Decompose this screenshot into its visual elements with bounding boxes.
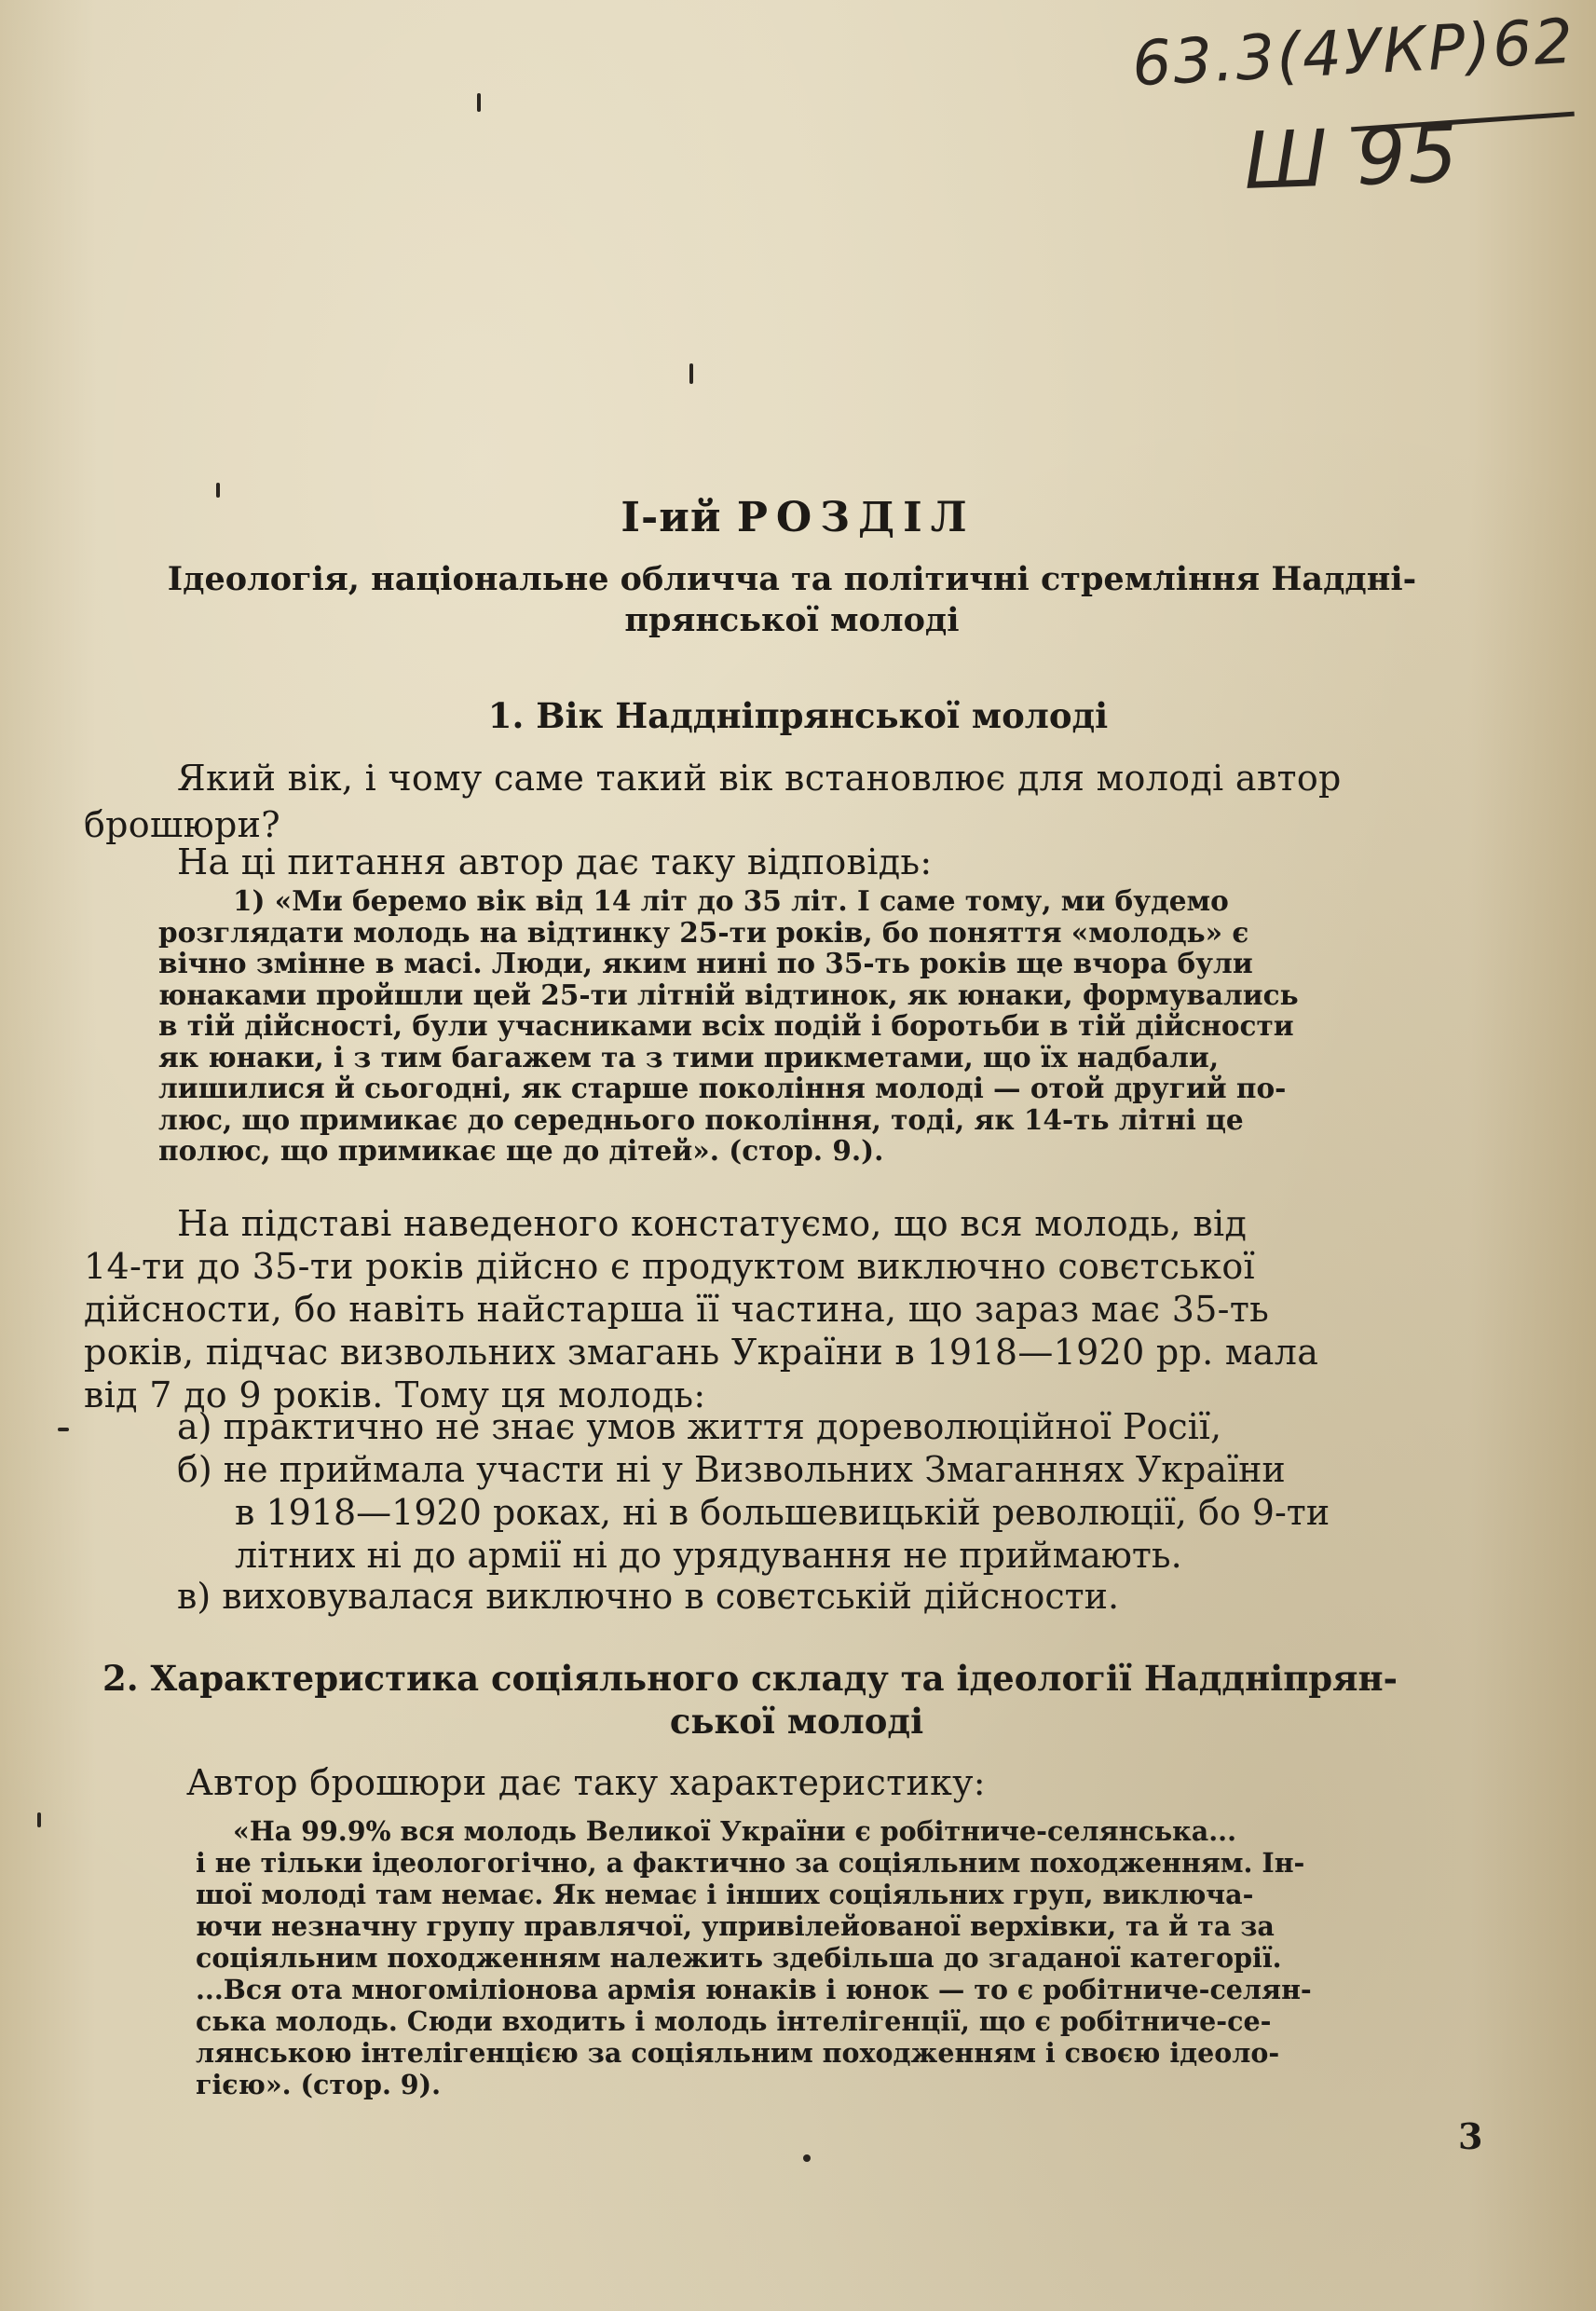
list-item-line: а) практично не знає умов життя дореволюційної Росії, [177, 1406, 1222, 1447]
quote-line: як юнаки, і з тим багажем та з тими прикметами, що їх надбали, [158, 1040, 1220, 1073]
quote-line: люс, що примикає до середнього покоління, тоді, як 14-ть літні це [158, 1102, 1244, 1136]
quote-line: лянською інтелігенцією за соціяльним походженням і своєю ідеоло- [196, 2037, 1280, 2069]
ink-speck [689, 363, 693, 384]
chapter-title [0, 494, 1596, 541]
quote-line: юнаками пройшли цей 25-ти літній відтинок, як юнаки, формувались [158, 978, 1299, 1011]
ink-speck [58, 1428, 69, 1431]
handwritten-cutter-number: Ш 95 [1242, 107, 1462, 208]
paragraph-line: років, підчас визвольних змагань України в 1918—1920 рр. мала [84, 1332, 1319, 1373]
section-2-intro: Автор брошюри дає таку характеристику: [186, 1762, 986, 1803]
quote-line: лишилися й сьогодні, як старше покоління молоді — отой другий по- [158, 1072, 1287, 1104]
section-2-quote [196, 1815, 1481, 2100]
list-item [177, 1405, 1477, 1448]
section-1-intro-line: брошюри? [84, 804, 280, 845]
ink-speck [803, 2154, 811, 2162]
list-item-line: б) не приймала участи ні у Визвольних Змаганнях України [177, 1449, 1286, 1490]
ink-speck [37, 1812, 41, 1827]
ink-speck [477, 93, 481, 112]
section-2-heading-line: ської молоді [669, 1701, 924, 1742]
section-1-heading: 1. Вік Наддніпрянської молоді [487, 695, 1109, 736]
section-1-intro-line: Який вік, і чому саме такий вік встановлює для молоді автор [177, 758, 1342, 799]
paragraph-line: На підставі наведеного констатуємо, що вся молодь, від [177, 1203, 1248, 1244]
list-item-line: в 1918—1920 роках, ні в большевицькій революції, бо 9-ти [235, 1492, 1330, 1533]
quote-line: в тій дійсності, були учасниками всіх подій і боротьби в тій дійсности [158, 1009, 1294, 1042]
paragraph-line: 14-ти до 35-ти років дійсно є продуктом виключно совєтської [84, 1246, 1255, 1287]
quote-line: «На 99.9% вся молодь Великої України є робітниче-селянська... [233, 1815, 1236, 1847]
section-1-quote [158, 885, 1472, 1167]
main-heading-line: Ідеологія, національне обличча та політичні стремління Наддні- [167, 560, 1417, 598]
handwritten-call-number: 63.3(4УКР)62 [1130, 5, 1577, 101]
quote-line: гією». (стор. 9). [196, 2069, 442, 2100]
quote-line: ська молодь. Сюди входить і молодь інтелігенції, що є робітниче-се- [196, 2005, 1272, 2037]
section-2-heading-line: 2. Характеристика соціяльного складу та ідеології Наддніпрян- [102, 1658, 1398, 1699]
quote-line: і не тільки ідеологогічно, а фактично за соціяльним походженням. Ін- [196, 1847, 1305, 1879]
main-heading [75, 559, 1509, 641]
section-1-conclusion [84, 1202, 1477, 1416]
quote-line: соціяльним походженням належить здебільша до згаданої категорії. [196, 1942, 1282, 1974]
paragraph-line: від 7 до 9 років. Тому ця молодь: [84, 1374, 706, 1415]
chapter-prefix: І-ий [621, 494, 722, 541]
quote-line: шої молоді там немає. Як немає і інших соціяльних груп, виключа- [196, 1879, 1254, 1910]
quote-line: розглядати молодь на відтинку 25-ти років, бо поняття «молодь» є [158, 915, 1249, 949]
main-heading-line: прянської молоді [624, 601, 960, 639]
list-item-line: в) виховувалася виключно в совєтській дійсности. [177, 1576, 1120, 1617]
quote-line: полюс, що примикає ще до дітей». (стор. 9.). [158, 1134, 884, 1167]
page-number: 3 [1458, 2115, 1483, 2157]
chapter-word: РОЗДІЛ [736, 494, 975, 541]
quote-line: ючи незначну групу правлячої, упривілейованої верхівки, та й та за [196, 1910, 1275, 1942]
quote-line: 1) «Ми беремо вік від 14 літ до 35 літ. І саме тому, ми будемо [233, 884, 1229, 917]
list-item-line: літних ні до армії ні до урядування не приймають. [235, 1535, 1182, 1576]
list-item [177, 1575, 1477, 1618]
list-item [177, 1448, 1477, 1577]
section-1-answer-line: На ці питання автор дає таку відповідь: [177, 841, 933, 882]
section-2-heading [102, 1657, 1491, 1743]
quote-line: ...Вся ота многоміліонова армія юнаків і юнок — то є робітниче-селян- [196, 1974, 1312, 2005]
quote-line: вічно змінне в масі. Люди, яким нині по 35-ть років ще вчора були [158, 947, 1253, 979]
paragraph-line: дійсности, бо навіть найстарша її частина, що зараз має 35-ть [84, 1289, 1270, 1330]
